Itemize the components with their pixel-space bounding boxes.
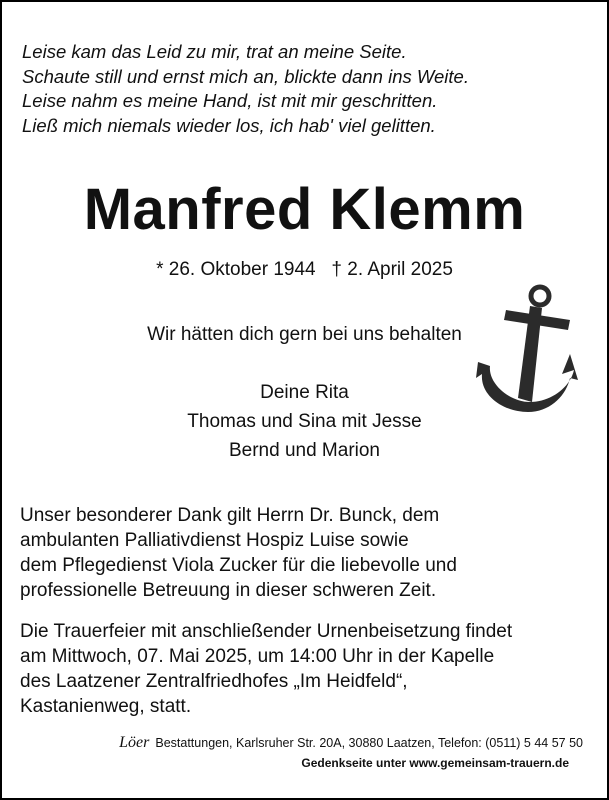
- funeral-paragraph: [20, 619, 595, 719]
- mourner-line: Thomas und Sina mit Jesse: [187, 411, 422, 432]
- thanks-line: ambulanten Palliativdienst Hospiz Luise sowie: [20, 530, 409, 551]
- thanks-paragraph: [20, 503, 590, 603]
- deceased-name: Manfred Klemm: [83, 177, 526, 242]
- undertaker-address: Bestattungen, Karlsruher Str. 20A, 30880 Laatzen, Telefon: (0511) 5 44 57 50: [155, 736, 583, 750]
- life-dates: * 26. Oktober 1944 † 2. April 2025: [156, 259, 453, 280]
- funeral-line: Die Trauerfeier mit anschließender Urnenbeisetzung findet: [20, 621, 513, 642]
- poem-line: Ließ mich niemals wieder los, ich hab' viel gelitten.: [22, 114, 436, 136]
- poem-line: Schaute still und ernst mich an, blickte dann ins Weite.: [22, 65, 469, 87]
- funeral-line: Kastanienweg, statt.: [20, 696, 192, 717]
- thanks-line: professionelle Betreuung in dieser schweren Zeit.: [20, 580, 437, 601]
- mourners: [0, 378, 609, 465]
- undertaker-info: [43, 734, 583, 752]
- mourner-line: Deine Rita: [260, 382, 349, 403]
- memorial-page-link[interactable]: Gedenkseite unter www.gemeinsam-trauern.de: [301, 756, 569, 770]
- poem: [22, 40, 582, 138]
- funeral-line: des Laatzener Zentralfriedhofes „Im Heidfeld“,: [20, 671, 408, 692]
- thanks-line: Unser besonderer Dank gilt Herrn Dr. Bunck, dem: [20, 505, 440, 526]
- funeral-line: am Mittwoch, 07. Mai 2025, um 14:00 Uhr in der Kapelle: [20, 646, 495, 667]
- motto: Wir hätten dich gern bei uns behalten: [147, 324, 462, 345]
- poem-line: Leise kam das Leid zu mir, trat an meine Seite.: [22, 41, 407, 62]
- thanks-line: dem Pflegedienst Viola Zucker für die liebevolle und: [20, 555, 457, 576]
- mourner-line: Bernd und Marion: [228, 440, 381, 461]
- poem-line: Leise nahm es meine Hand, ist mit mir geschritten.: [22, 90, 438, 111]
- undertaker-logo: Löer: [119, 734, 150, 751]
